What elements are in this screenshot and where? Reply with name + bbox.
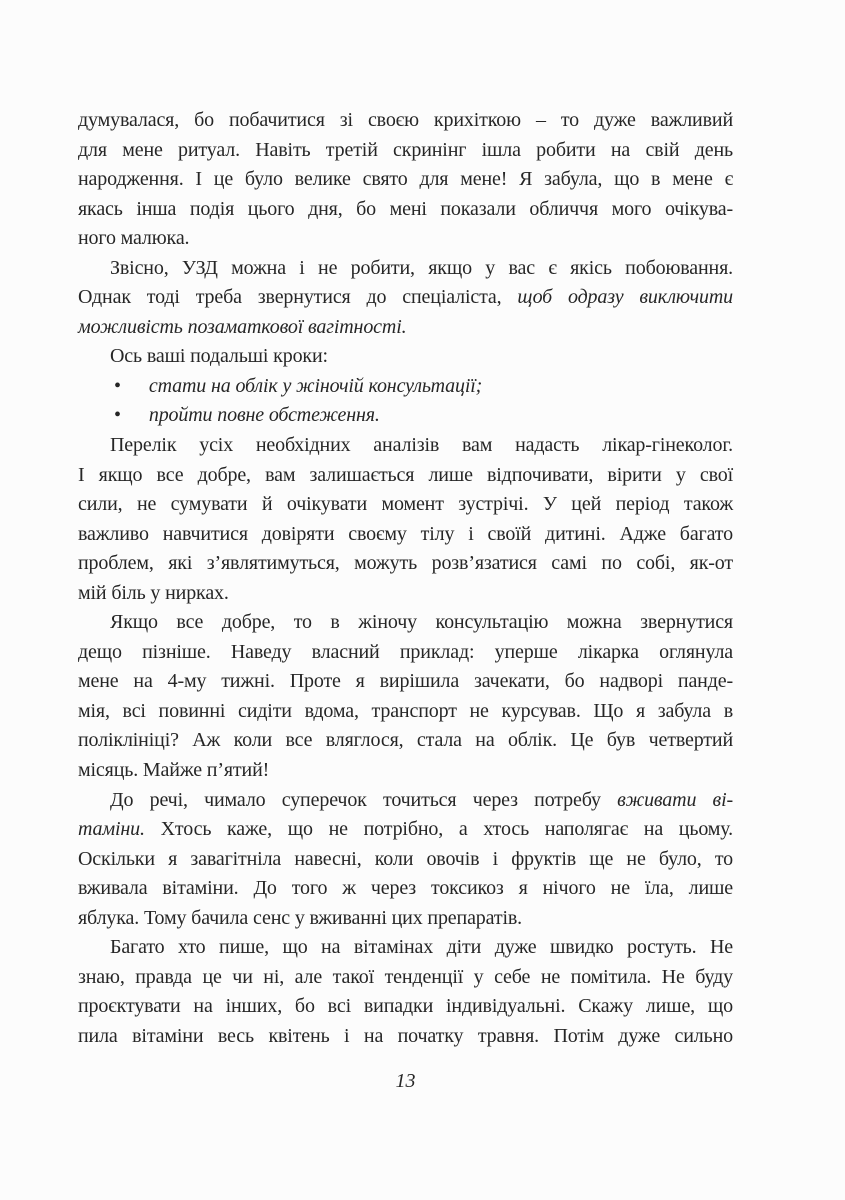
text-segment: Хтось каже, що не потрібно, а хтось наполягає на цьому. — [144, 818, 733, 841]
text-segment: народження. І це було велике свято для мене! Я забула, що в мене є — [78, 168, 733, 191]
italic-text-segment: вживати ві- — [617, 788, 733, 811]
italic-text-segment: пройти повне обстеження. — [148, 404, 380, 427]
bullet-text — [149, 375, 482, 397]
paragraph — [78, 933, 733, 1051]
text-line — [78, 490, 733, 520]
paragraph — [78, 786, 733, 934]
paragraph — [78, 342, 733, 372]
text-segment: дещо пізніше. Наведу власний приклад: уперше лікарка оглянула — [78, 640, 733, 663]
text-line — [78, 313, 733, 343]
text-line — [78, 579, 733, 609]
text-line — [78, 195, 733, 225]
text-line — [78, 461, 733, 491]
text-line — [78, 933, 733, 963]
text-segment: Перелік усіх необхідних аналізів вам надасть лікар-гінеколог. — [110, 434, 733, 457]
italic-text-segment: стати на облік у жіночій консультації; — [148, 374, 483, 397]
text-segment: якась інша подія цього дня, бо мені показали обличчя мого очікува- — [78, 197, 733, 220]
text-segment: сили, не сумувати й очікувати момент зустрічі. У цей період також — [78, 493, 733, 516]
text-segment: знаю, правда це чи ні, але такої тенденції у себе не помітила. Не буду — [78, 965, 733, 988]
text-segment: Якщо все добре, то в жіночу консультацію можна звернутися — [110, 611, 733, 634]
text-segment: думувалася, бо побачитися зі своєю крихіткою – то дуже важливий — [78, 109, 733, 131]
bullet-item — [78, 372, 733, 402]
text-segment: пила вітаміни весь квітень і на початку травня. Потім дуже сильно — [78, 1024, 733, 1047]
text-line — [78, 520, 733, 550]
text-segment: Ось ваші подальші кроки: — [110, 345, 328, 368]
text-segment: важливо навчитися довіряти своєму тілу і своїй дитині. Адже багато — [78, 522, 733, 545]
text-line — [78, 608, 733, 638]
text-segment: для мене ритуал. Навіть третій скринінг ішла робити на свій день — [78, 138, 733, 161]
text-segment: Звісно, УЗД можна і не робити, якщо у вас є якісь побоювання. — [110, 256, 733, 279]
italic-text-segment: можливість позаматкової вагітності. — [78, 315, 407, 338]
text-segment: мій біль у нирках. — [78, 581, 229, 604]
text-line — [78, 874, 733, 904]
paragraph — [78, 431, 733, 608]
bullet-item — [78, 401, 733, 431]
page-number: 13 — [395, 1070, 416, 1092]
text-line — [78, 1022, 733, 1052]
text-line — [78, 756, 733, 786]
italic-text-segment: таміни. — [78, 818, 145, 841]
text-line — [78, 845, 733, 875]
text-line — [78, 904, 733, 934]
text-segment: мія, всі повинні сидіти вдома, транспорт не курсував. Що я забула в — [78, 699, 733, 722]
text-line — [78, 697, 733, 727]
bullet-icon: • — [114, 374, 121, 397]
text-line — [78, 992, 733, 1022]
text-segment: вживала вітаміни. До того ж через токсикоз я нічого не їла, лише — [78, 877, 733, 900]
text-line — [78, 165, 733, 195]
text-line — [78, 136, 733, 166]
text-line — [78, 667, 733, 697]
text-segment: І якщо все добре, вам залишається лише відпочивати, вірити у свої — [78, 463, 733, 486]
text-line — [78, 815, 733, 845]
text-line — [78, 283, 733, 313]
text-segment: ного малюка. — [78, 227, 190, 250]
page-body — [78, 106, 733, 1052]
text-segment: Однак тоді треба звернутися до спеціаліста, — [78, 286, 518, 309]
text-line — [78, 963, 733, 993]
text-line — [78, 726, 733, 756]
text-line — [78, 549, 733, 579]
text-segment: Багато хто пише, що на вітамінах діти дуже швидко ростуть. Не — [110, 936, 733, 959]
paragraph — [78, 106, 733, 254]
text-line — [78, 106, 733, 136]
paragraph — [78, 608, 733, 785]
text-line — [78, 431, 733, 461]
text-line — [78, 786, 733, 816]
text-segment: проблем, які з’являтимуться, можуть розв’язатися самі по собі, як-от — [78, 552, 733, 575]
italic-text-segment: щоб одразу виключити — [517, 286, 734, 309]
text-segment: місяць. Майже п’ятий! — [78, 759, 270, 782]
text-segment: проєктувати на інших, бо всі випадки індивідуальні. Скажу лише, що — [78, 995, 733, 1018]
text-line — [78, 254, 733, 284]
text-line — [78, 224, 733, 254]
text-segment: поліклініці? Аж коли все вляглося, стала на облік. Це був четвертий — [78, 729, 733, 752]
text-segment: яблука. Тому бачила сенс у вживанні цих препаратів. — [78, 906, 523, 929]
text-line — [78, 342, 733, 372]
paragraph — [78, 254, 733, 343]
bullet-text — [149, 404, 380, 426]
text-line — [78, 638, 733, 668]
bullet-icon: • — [114, 404, 121, 427]
text-segment: Оскільки я завагітніла навесні, коли овочів і фруктів ще не було, то — [78, 847, 733, 870]
text-segment: мене на 4-му тижні. Проте я вирішила зачекати, бо надворі панде- — [78, 670, 733, 693]
text-segment: До речі, чимало суперечок точиться через потребу — [110, 788, 618, 811]
